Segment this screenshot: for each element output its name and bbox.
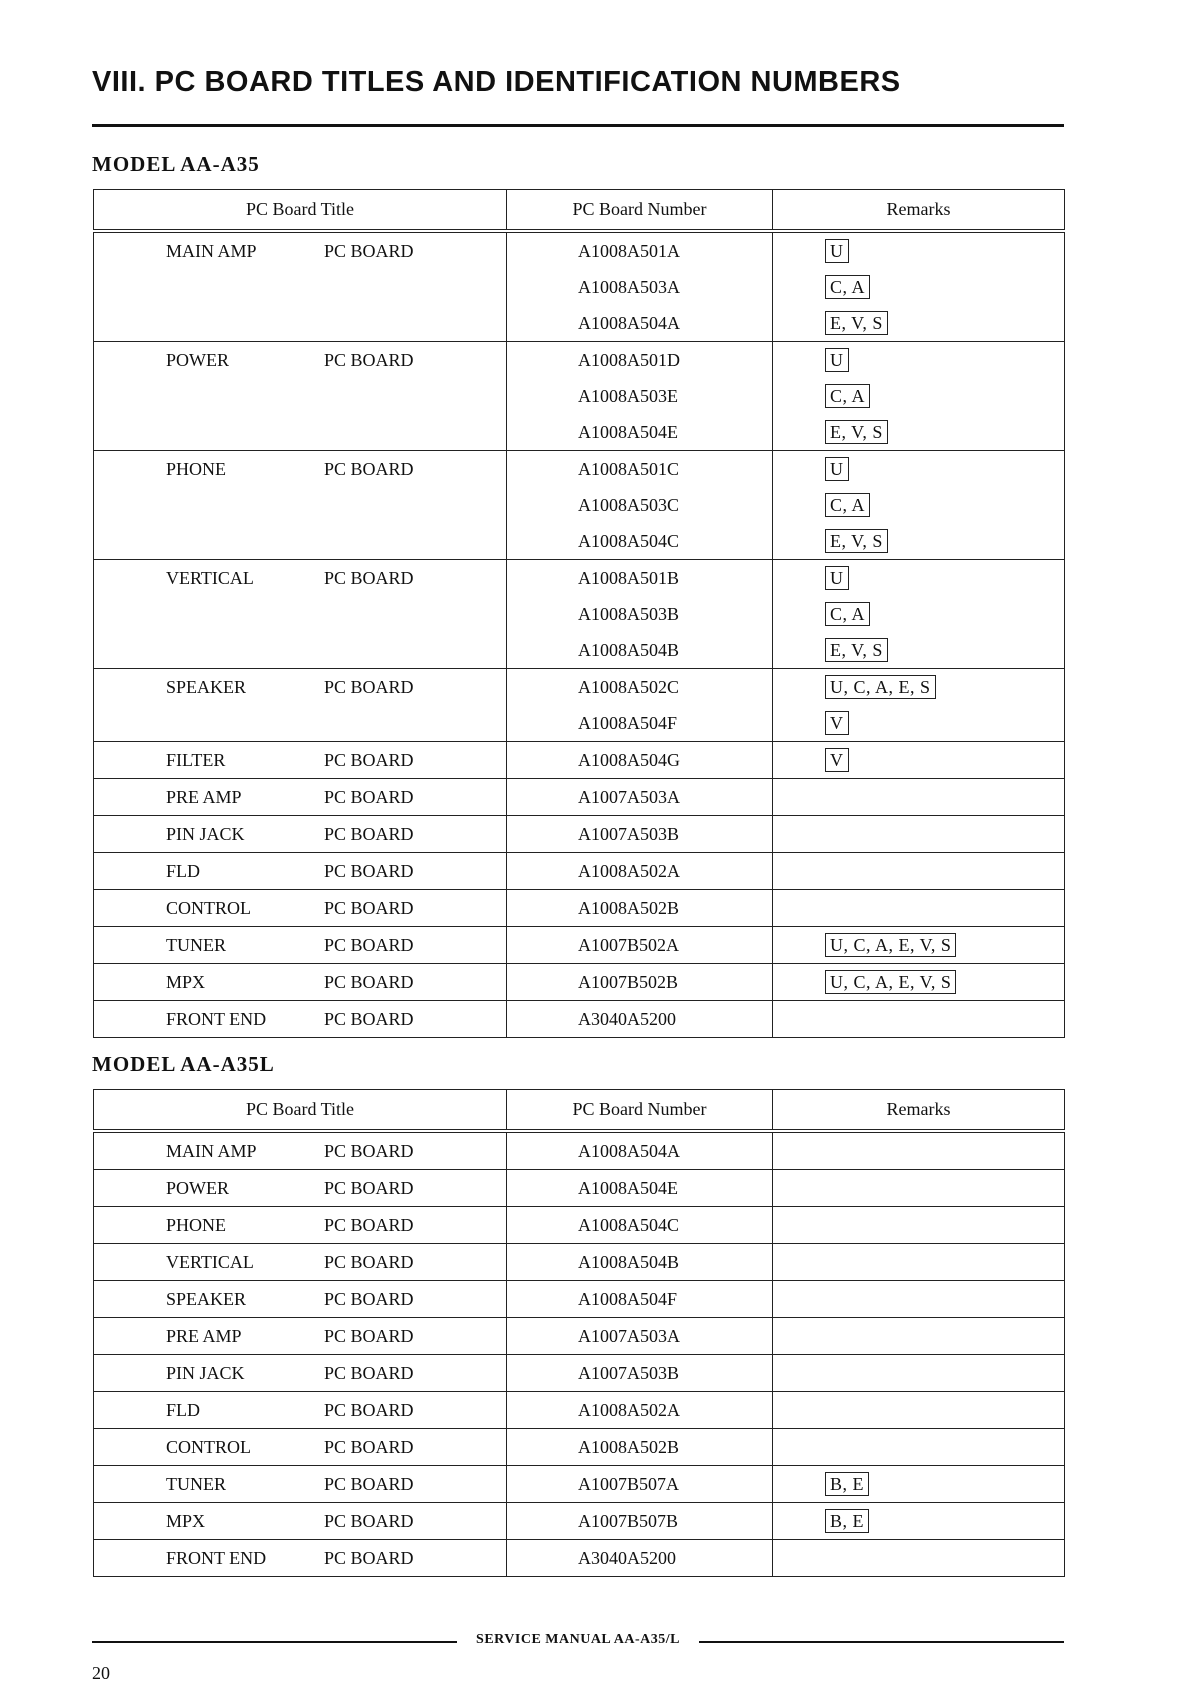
board-label: PC BOARD xyxy=(324,935,414,955)
board-number: A1008A504C xyxy=(578,531,680,551)
board-title-line xyxy=(94,890,506,926)
board-title-line xyxy=(94,1466,506,1502)
board-name: TUNER xyxy=(166,935,226,955)
pc-board-table-aa-a35 xyxy=(93,189,1065,1038)
board-name: MAIN AMP xyxy=(166,1141,257,1161)
board-number: A1008A501B xyxy=(578,568,680,588)
column-header-remarks: Remarks xyxy=(773,1090,1065,1132)
board-label: PC BOARD xyxy=(324,1009,414,1029)
remarks-line xyxy=(825,451,1064,487)
remarks-line xyxy=(825,1133,1064,1169)
board-title-line xyxy=(94,1281,506,1317)
remarks-badge: U, C, A, E, V, S xyxy=(825,970,956,994)
remarks-badge: E, V, S xyxy=(825,420,888,444)
board-number: A1007A503B xyxy=(578,824,680,844)
remarks-cell xyxy=(773,1503,1065,1540)
remarks-cell xyxy=(773,1318,1065,1355)
table-row xyxy=(94,853,1065,890)
board-number: A1008A504B xyxy=(578,1252,680,1272)
board-title-line xyxy=(94,742,506,778)
board-label: PC BOARD xyxy=(324,241,414,261)
board-title-line xyxy=(94,1170,506,1206)
board-label: PC BOARD xyxy=(324,1548,414,1568)
board-title-cell xyxy=(94,669,507,742)
remarks-cell xyxy=(773,1281,1065,1318)
board-title-cell xyxy=(94,560,507,669)
remarks-badge: U xyxy=(825,457,849,481)
board-number: A3040A5200 xyxy=(578,1548,676,1568)
board-number: A1008A504E xyxy=(578,422,678,442)
board-name: FILTER xyxy=(166,750,226,770)
board-number: A1007B502A xyxy=(578,935,680,955)
board-number: A1008A502B xyxy=(578,1437,680,1457)
table-row xyxy=(94,742,1065,779)
table-row xyxy=(94,342,1065,451)
board-title-cell xyxy=(94,1244,507,1281)
remarks-line xyxy=(825,742,1064,778)
remarks-cell xyxy=(773,779,1065,816)
board-number-cell xyxy=(507,1466,773,1503)
board-number: A1008A503E xyxy=(578,386,678,406)
board-title-line xyxy=(94,1392,506,1428)
remarks-badge: C, A xyxy=(825,493,870,517)
board-number-cell xyxy=(507,451,773,560)
remarks-line xyxy=(825,779,1064,815)
remarks-badge: U xyxy=(825,348,849,372)
remarks-cell xyxy=(773,742,1065,779)
board-title-line xyxy=(94,1503,506,1539)
board-title-cell xyxy=(94,1540,507,1577)
board-number-cell xyxy=(507,853,773,890)
remarks-line xyxy=(825,305,1064,341)
remarks-cell xyxy=(773,1392,1065,1429)
column-header-number: PC Board Number xyxy=(507,190,773,232)
board-name: FLD xyxy=(166,861,201,881)
board-title-cell xyxy=(94,1318,507,1355)
remarks-badge: V xyxy=(825,748,849,772)
table-header-row xyxy=(94,1090,1065,1132)
board-name: MPX xyxy=(166,1511,206,1531)
remarks-badge: U xyxy=(825,566,849,590)
remarks-line xyxy=(825,269,1064,305)
board-number: A1007A503A xyxy=(578,1326,680,1346)
remarks-line xyxy=(825,1355,1064,1391)
table-row xyxy=(94,1429,1065,1466)
board-name: PIN JACK xyxy=(166,824,245,844)
remarks-line xyxy=(825,1170,1064,1206)
remarks-cell xyxy=(773,816,1065,853)
board-title-cell xyxy=(94,451,507,560)
board-label: PC BOARD xyxy=(324,1437,414,1457)
board-name: TUNER xyxy=(166,1474,226,1494)
board-number: A1008A504C xyxy=(578,1215,680,1235)
board-title-line xyxy=(94,1207,506,1243)
table-row xyxy=(94,560,1065,669)
board-title-line xyxy=(94,342,506,378)
title-rule xyxy=(92,124,1064,127)
table-row xyxy=(94,816,1065,853)
board-label: PC BOARD xyxy=(324,1363,414,1383)
board-name: PHONE xyxy=(166,1215,227,1235)
board-label: PC BOARD xyxy=(324,1141,414,1161)
board-name: SPEAKER xyxy=(166,677,247,697)
remarks-line xyxy=(825,669,1064,705)
board-label: PC BOARD xyxy=(324,1326,414,1346)
remarks-line xyxy=(825,414,1064,450)
board-title-line xyxy=(94,779,506,815)
board-number-cell xyxy=(507,342,773,451)
board-name: FRONT END xyxy=(166,1548,267,1568)
board-number-cell xyxy=(507,779,773,816)
table-row xyxy=(94,669,1065,742)
board-label: PC BOARD xyxy=(324,350,414,370)
board-number: A1008A504A xyxy=(578,313,680,333)
board-label: PC BOARD xyxy=(324,750,414,770)
board-title-line xyxy=(94,853,506,889)
board-title-cell xyxy=(94,816,507,853)
table-row xyxy=(94,1466,1065,1503)
remarks-badge: E, V, S xyxy=(825,529,888,553)
remarks-cell xyxy=(773,890,1065,927)
board-title-cell xyxy=(94,927,507,964)
board-name: POWER xyxy=(166,1178,229,1198)
remarks-line xyxy=(825,1244,1064,1280)
page-title: VIII. PC BOARD TITLES AND IDENTIFICATION NUMBERS xyxy=(92,66,901,98)
board-title-line xyxy=(94,1429,506,1465)
table-row xyxy=(94,779,1065,816)
board-number: A1008A502B xyxy=(578,898,680,918)
board-number: A1008A504F xyxy=(578,1289,678,1309)
footer xyxy=(92,1632,1064,1652)
board-number-cell xyxy=(507,816,773,853)
table-row xyxy=(94,1503,1065,1540)
table-row xyxy=(94,1355,1065,1392)
board-number-cell xyxy=(507,669,773,742)
board-name: PRE AMP xyxy=(166,787,242,807)
remarks-cell xyxy=(773,927,1065,964)
board-label: PC BOARD xyxy=(324,861,414,881)
remarks-badge: C, A xyxy=(825,384,870,408)
remarks-line xyxy=(825,1001,1064,1037)
board-name: PHONE xyxy=(166,459,227,479)
remarks-line xyxy=(825,1540,1064,1576)
column-header-number: PC Board Number xyxy=(507,1090,773,1132)
board-number-cell xyxy=(507,1001,773,1038)
board-label: PC BOARD xyxy=(324,972,414,992)
board-label: PC BOARD xyxy=(324,1289,414,1309)
table-header-row xyxy=(94,190,1065,232)
remarks-cell xyxy=(773,853,1065,890)
board-number: A1008A503C xyxy=(578,495,680,515)
board-number-cell xyxy=(507,964,773,1001)
table-row xyxy=(94,1318,1065,1355)
board-title-line xyxy=(94,451,506,487)
board-number: A1008A501D xyxy=(578,350,680,370)
remarks-line xyxy=(825,705,1064,741)
board-name: VERTICAL xyxy=(166,568,254,588)
table-row xyxy=(94,231,1065,342)
board-number-cell xyxy=(507,1281,773,1318)
board-label: PC BOARD xyxy=(324,568,414,588)
remarks-cell xyxy=(773,1170,1065,1207)
table-row xyxy=(94,1001,1065,1038)
table-row xyxy=(94,1131,1065,1170)
board-title-cell xyxy=(94,1001,507,1038)
board-name: VERTICAL xyxy=(166,1252,254,1272)
board-title-cell xyxy=(94,1503,507,1540)
page-number: 20 xyxy=(92,1663,110,1683)
board-name: CONTROL xyxy=(166,898,251,918)
remarks-badge: U xyxy=(825,239,849,263)
remarks-cell xyxy=(773,1244,1065,1281)
board-label: PC BOARD xyxy=(324,787,414,807)
remarks-line xyxy=(825,927,1064,963)
remarks-badge: B, E xyxy=(825,1509,869,1533)
board-name: MAIN AMP xyxy=(166,241,257,261)
board-number: A1008A503B xyxy=(578,604,680,624)
remarks-cell xyxy=(773,560,1065,669)
remarks-cell xyxy=(773,1131,1065,1170)
board-label: PC BOARD xyxy=(324,677,414,697)
board-title-line xyxy=(94,816,506,852)
board-name: FRONT END xyxy=(166,1009,267,1029)
model-heading-aa-a35l: MODEL AA-A35L xyxy=(92,1052,275,1076)
board-number-cell xyxy=(507,1429,773,1466)
board-title-cell xyxy=(94,1131,507,1170)
board-title-cell xyxy=(94,1170,507,1207)
board-title-cell xyxy=(94,890,507,927)
remarks-line xyxy=(825,560,1064,596)
model-heading-aa-a35: MODEL AA-A35 xyxy=(92,152,260,176)
board-label: PC BOARD xyxy=(324,1252,414,1272)
board-number: A1008A502A xyxy=(578,1400,680,1420)
board-number: A1008A502A xyxy=(578,861,680,881)
footer-text: SERVICE MANUAL AA-A35/L xyxy=(476,1632,680,1647)
remarks-line xyxy=(825,890,1064,926)
remarks-line xyxy=(825,487,1064,523)
remarks-cell xyxy=(773,1466,1065,1503)
remarks-cell xyxy=(773,1429,1065,1466)
remarks-line xyxy=(825,1466,1064,1502)
board-title-cell xyxy=(94,779,507,816)
board-number-cell xyxy=(507,1244,773,1281)
remarks-line xyxy=(825,1429,1064,1465)
board-title-line xyxy=(94,1001,506,1037)
board-name: PRE AMP xyxy=(166,1326,242,1346)
board-title-cell xyxy=(94,342,507,451)
board-title-cell xyxy=(94,231,507,342)
remarks-badge: U, C, A, E, S xyxy=(825,675,936,699)
board-title-cell xyxy=(94,1392,507,1429)
board-number: A1008A502C xyxy=(578,677,680,697)
remarks-line xyxy=(825,342,1064,378)
board-number: A1007A503B xyxy=(578,1363,680,1383)
remarks-cell xyxy=(773,342,1065,451)
remarks-line xyxy=(825,964,1064,1000)
board-name: POWER xyxy=(166,350,229,370)
board-title-line xyxy=(94,964,506,1000)
board-title-line xyxy=(94,1133,506,1169)
remarks-cell xyxy=(773,1355,1065,1392)
board-number-cell xyxy=(507,1503,773,1540)
board-number: A1008A504F xyxy=(578,713,678,733)
board-title-cell xyxy=(94,964,507,1001)
remarks-line xyxy=(825,853,1064,889)
table-row xyxy=(94,1170,1065,1207)
remarks-line xyxy=(825,1392,1064,1428)
remarks-badge: U, C, A, E, V, S xyxy=(825,933,956,957)
remarks-cell xyxy=(773,669,1065,742)
board-number-cell xyxy=(507,1540,773,1577)
table-row xyxy=(94,1207,1065,1244)
board-label: PC BOARD xyxy=(324,459,414,479)
board-number: A1008A501A xyxy=(578,241,680,261)
remarks-badge: B, E xyxy=(825,1472,869,1496)
board-title-cell xyxy=(94,1281,507,1318)
table-row xyxy=(94,927,1065,964)
remarks-line xyxy=(825,1318,1064,1354)
board-number: A1008A504E xyxy=(578,1178,678,1198)
footer-rule-right xyxy=(699,1641,1064,1643)
remarks-badge: E, V, S xyxy=(825,311,888,335)
board-number-cell xyxy=(507,890,773,927)
board-title-line xyxy=(94,233,506,269)
remarks-badge: C, A xyxy=(825,275,870,299)
board-label: PC BOARD xyxy=(324,898,414,918)
column-header-title: PC Board Title xyxy=(94,190,507,232)
board-title-cell xyxy=(94,1355,507,1392)
board-number: A1007B507B xyxy=(578,1511,679,1531)
board-title-cell xyxy=(94,742,507,779)
remarks-cell xyxy=(773,964,1065,1001)
board-number-cell xyxy=(507,1170,773,1207)
board-number-cell xyxy=(507,1318,773,1355)
remarks-line xyxy=(825,233,1064,269)
board-label: PC BOARD xyxy=(324,1400,414,1420)
board-number-cell xyxy=(507,1392,773,1429)
remarks-line xyxy=(825,596,1064,632)
remarks-line xyxy=(825,523,1064,559)
board-number: A1008A501C xyxy=(578,459,680,479)
remarks-cell xyxy=(773,1540,1065,1577)
board-title-line xyxy=(94,1244,506,1280)
board-title-line xyxy=(94,1318,506,1354)
board-number: A1008A504G xyxy=(578,750,680,770)
remarks-line xyxy=(825,1281,1064,1317)
remarks-line xyxy=(825,816,1064,852)
board-number-cell xyxy=(507,1355,773,1392)
remarks-badge: E, V, S xyxy=(825,638,888,662)
board-number-cell xyxy=(507,742,773,779)
remarks-cell xyxy=(773,1207,1065,1244)
board-title-line xyxy=(94,927,506,963)
table-row xyxy=(94,964,1065,1001)
column-header-title: PC Board Title xyxy=(94,1090,507,1132)
board-label: PC BOARD xyxy=(324,1178,414,1198)
board-title-line xyxy=(94,669,506,705)
board-label: PC BOARD xyxy=(324,1474,414,1494)
board-title-line xyxy=(94,1540,506,1576)
board-title-cell xyxy=(94,1429,507,1466)
board-label: PC BOARD xyxy=(324,824,414,844)
board-title-cell xyxy=(94,1207,507,1244)
table-row xyxy=(94,1281,1065,1318)
board-name: SPEAKER xyxy=(166,1289,247,1309)
board-number-cell xyxy=(507,1131,773,1170)
board-number-cell xyxy=(507,1207,773,1244)
board-number-cell xyxy=(507,927,773,964)
board-label: PC BOARD xyxy=(324,1511,414,1531)
remarks-badge: V xyxy=(825,711,849,735)
board-label: PC BOARD xyxy=(324,1215,414,1235)
table-row xyxy=(94,1244,1065,1281)
remarks-line xyxy=(825,632,1064,668)
board-number: A1007B502B xyxy=(578,972,679,992)
board-title-cell xyxy=(94,853,507,890)
remarks-badge: C, A xyxy=(825,602,870,626)
board-number-cell xyxy=(507,560,773,669)
board-name: FLD xyxy=(166,1400,201,1420)
board-number: A1008A504B xyxy=(578,640,680,660)
board-number: A1007A503A xyxy=(578,787,680,807)
remarks-line xyxy=(825,1503,1064,1539)
remarks-line xyxy=(825,378,1064,414)
table-row xyxy=(94,890,1065,927)
remarks-cell xyxy=(773,451,1065,560)
board-name: CONTROL xyxy=(166,1437,251,1457)
board-name: PIN JACK xyxy=(166,1363,245,1383)
remarks-cell xyxy=(773,1001,1065,1038)
board-number: A1008A503A xyxy=(578,277,680,297)
board-title-line xyxy=(94,560,506,596)
board-title-line xyxy=(94,1355,506,1391)
remarks-cell xyxy=(773,231,1065,342)
board-number-cell xyxy=(507,231,773,342)
column-header-remarks: Remarks xyxy=(773,190,1065,232)
board-number: A1007B507A xyxy=(578,1474,680,1494)
table-row xyxy=(94,451,1065,560)
table-row xyxy=(94,1392,1065,1429)
board-title-cell xyxy=(94,1466,507,1503)
pc-board-table-aa-a35l xyxy=(93,1089,1065,1577)
board-number: A3040A5200 xyxy=(578,1009,676,1029)
board-name: MPX xyxy=(166,972,206,992)
board-number: A1008A504A xyxy=(578,1141,680,1161)
table-row xyxy=(94,1540,1065,1577)
remarks-line xyxy=(825,1207,1064,1243)
